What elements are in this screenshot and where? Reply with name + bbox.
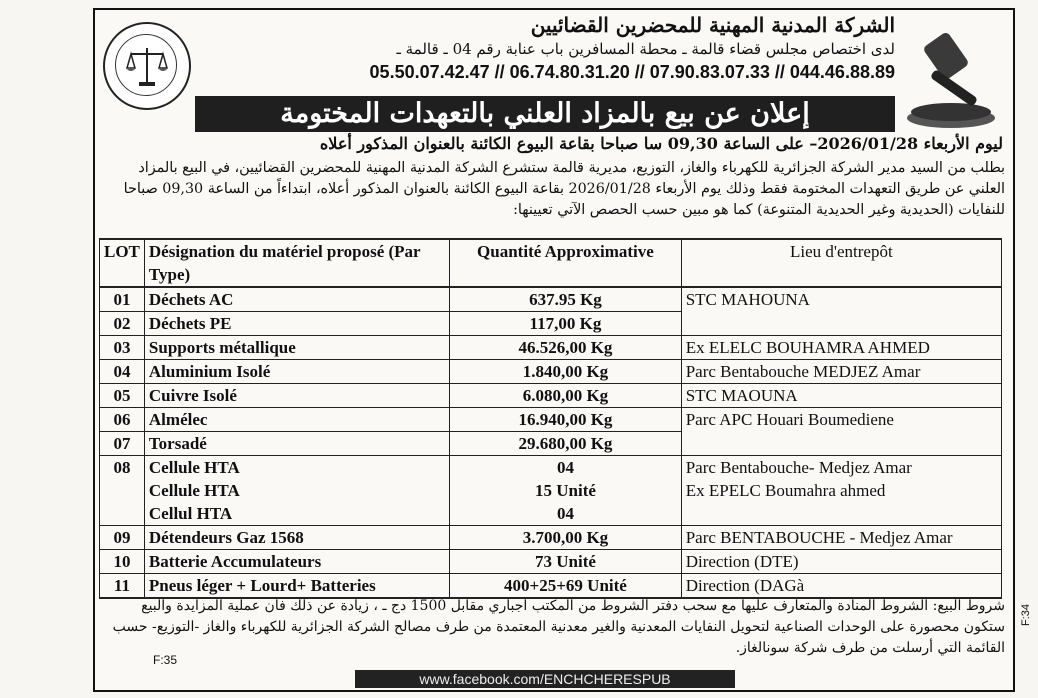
intro-paragraph: بطلب من السيد مدير الشركة الجزائرية للكهرباء والغاز، التوزيع، مديرية قالمة ستشرع الشركة المدنية المهنية للمحضرين القضائيين، في البيع بالمزاد العلني عن طريق التعهدات المختومة فقط وذلك يوم الأربعاء 2026/01/28 بقاعة البيوع الكائنة بالعنوان المذكور أعلاه، ابتداءاً من الساعة 09,30 صباحا للنفايات (الحديدية وغير الحديدية المتنوعة) كما هو مبين حسب الحصص الآتي تعيينها: (123, 160, 1005, 218)
lot-number: 07 (100, 432, 145, 456)
lot-location: Ex ELELC BOUHAMRA AHMED (681, 336, 1001, 360)
lot-designation: Cellule HTA (144, 479, 449, 502)
lot-quantity: 1.840,00 Kg (450, 360, 682, 384)
lot-designation: Déchets PE (144, 312, 449, 336)
table-row (100, 456, 1002, 480)
lot-number: 03 (100, 336, 145, 360)
lot-number: 02 (100, 312, 145, 336)
lot-designation: Déchets AC (144, 287, 449, 312)
table-header-row (100, 239, 1002, 287)
lot-location: Ex EPELC Boumahra ahmed (681, 479, 1001, 502)
table-row (100, 479, 1002, 502)
lot-designation: Torsadé (144, 432, 449, 456)
notice-title-banner: إعلان عن بيع بالمزاد العلني بالتعهدات المختومة (195, 96, 895, 132)
lot-location (681, 432, 1001, 456)
col-header-quantity: Quantité Approximative (450, 239, 682, 287)
lot-designation: Batterie Accumulateurs (144, 550, 449, 574)
table-row (100, 384, 1002, 408)
lot-location: Parc Bentabouche MEDJEZ Amar (681, 360, 1001, 384)
lot-designation: Détendeurs Gaz 1568 (144, 526, 449, 550)
company-address: لدى اختصاص مجلس قضاء قالمة ـ محطة المسافرين باب عنابة رقم 04 ـ قالمة ـ (396, 40, 895, 58)
table-row (100, 526, 1002, 550)
lot-location: STC MAHOUNA (681, 287, 1001, 312)
lots-table (99, 238, 1002, 599)
lot-quantity: 04 (450, 456, 682, 480)
lot-designation: Cellule HTA (144, 456, 449, 480)
lot-designation: Almélec (144, 408, 449, 432)
lot-designation: Cuivre Isolé (144, 384, 449, 408)
lot-number: 05 (100, 384, 145, 408)
lot-location (681, 502, 1001, 526)
col-header-lot: LOT (100, 239, 145, 287)
table-row (100, 312, 1002, 336)
lot-location (681, 312, 1001, 336)
company-name: الشركة المدنية المهنية للمحضرين القضائيين (530, 13, 895, 37)
gavel-icon (901, 22, 1001, 130)
lot-number: 06 (100, 408, 145, 432)
lot-number (100, 502, 145, 526)
table-row (100, 574, 1002, 599)
lot-designation: Cellul HTA (144, 502, 449, 526)
lot-quantity: 6.080,00 Kg (450, 384, 682, 408)
side-reference: F:34 (1020, 603, 1032, 626)
lot-location: Parc APC Houari Boumediene (681, 408, 1001, 432)
table-row (100, 287, 1002, 312)
reference-number: F:35 (153, 653, 178, 667)
lot-location: Direction (DAGà (681, 574, 1001, 599)
auction-date-line: ليوم الأربعاء 2026/01/28– على الساعة 09,30 سا صباحا بقاعة البيوع الكائنة بالعنوان المذكور أعلاه (319, 134, 1003, 153)
lot-quantity: 16.940,00 Kg (450, 408, 682, 432)
lot-quantity: 400+25+69 Unité (450, 574, 682, 599)
lot-location: STC MAOUNA (681, 384, 1001, 408)
lot-quantity: 73 Unité (450, 550, 682, 574)
bailiff-seal-logo (103, 22, 191, 110)
company-header (335, 12, 895, 84)
lot-number: 08 (100, 456, 145, 480)
lot-location: Direction (DTE) (681, 550, 1001, 574)
table-row (100, 502, 1002, 526)
sale-conditions: شروط البيع: الشروط المنادة والمتعارف عليها مع سحب دفتر الشروط من المكتب اجباري مقابل 1500 دج ـ ، زيادة عن ذلك فان عملية المزايدة والبيع ستكون محصورة على الوحدات الصناعية لتحويل النفايات المعدنية والغير معدنية المعتمدة من طرف مصالح الشركة الجزائرية للكهرباء والغاز -التوزيع- حسب القائمة التي أرسلت من طرف شركة سونالغاز. (112, 598, 1005, 656)
scales-of-justice-icon (123, 42, 171, 90)
table-row (100, 550, 1002, 574)
table-row (100, 360, 1002, 384)
facebook-footer: www.facebook.com/ENCHCHERESPUB (355, 670, 735, 688)
lot-location: Parc BENTABOUCHE - Medjez Amar (681, 526, 1001, 550)
lot-number: 11 (100, 574, 145, 599)
lot-number: 01 (100, 287, 145, 312)
table-row (100, 432, 1002, 456)
lot-number (100, 479, 145, 502)
lot-location: Parc Bentabouche- Medjez Amar (681, 456, 1001, 480)
lot-designation: Pneus léger + Lourd+ Batteries (144, 574, 449, 599)
lot-number: 10 (100, 550, 145, 574)
lot-quantity: 637.95 Kg (450, 287, 682, 312)
lot-quantity: 15 Unité (450, 479, 682, 502)
lot-number: 09 (100, 526, 145, 550)
col-header-designation: Désignation du matériel proposé (Par Type) (144, 239, 449, 287)
lot-designation: Supports métallique (144, 336, 449, 360)
lot-designation: Aluminium Isolé (144, 360, 449, 384)
lot-quantity: 117,00 Kg (450, 312, 682, 336)
lot-quantity: 3.700,00 Kg (450, 526, 682, 550)
col-header-location: Lieu d'entrepôt (681, 239, 1001, 287)
lot-quantity: 46.526,00 Kg (450, 336, 682, 360)
table-row (100, 408, 1002, 432)
phone-numbers: 05.50.07.42.47 // 06.74.80.31.20 // 07.90.83.07.33 // 044.46.88.89 (369, 62, 895, 82)
table-row (100, 336, 1002, 360)
lot-quantity: 29.680,00 Kg (450, 432, 682, 456)
auction-notice (93, 8, 1015, 692)
lot-quantity: 04 (450, 502, 682, 526)
lot-number: 04 (100, 360, 145, 384)
